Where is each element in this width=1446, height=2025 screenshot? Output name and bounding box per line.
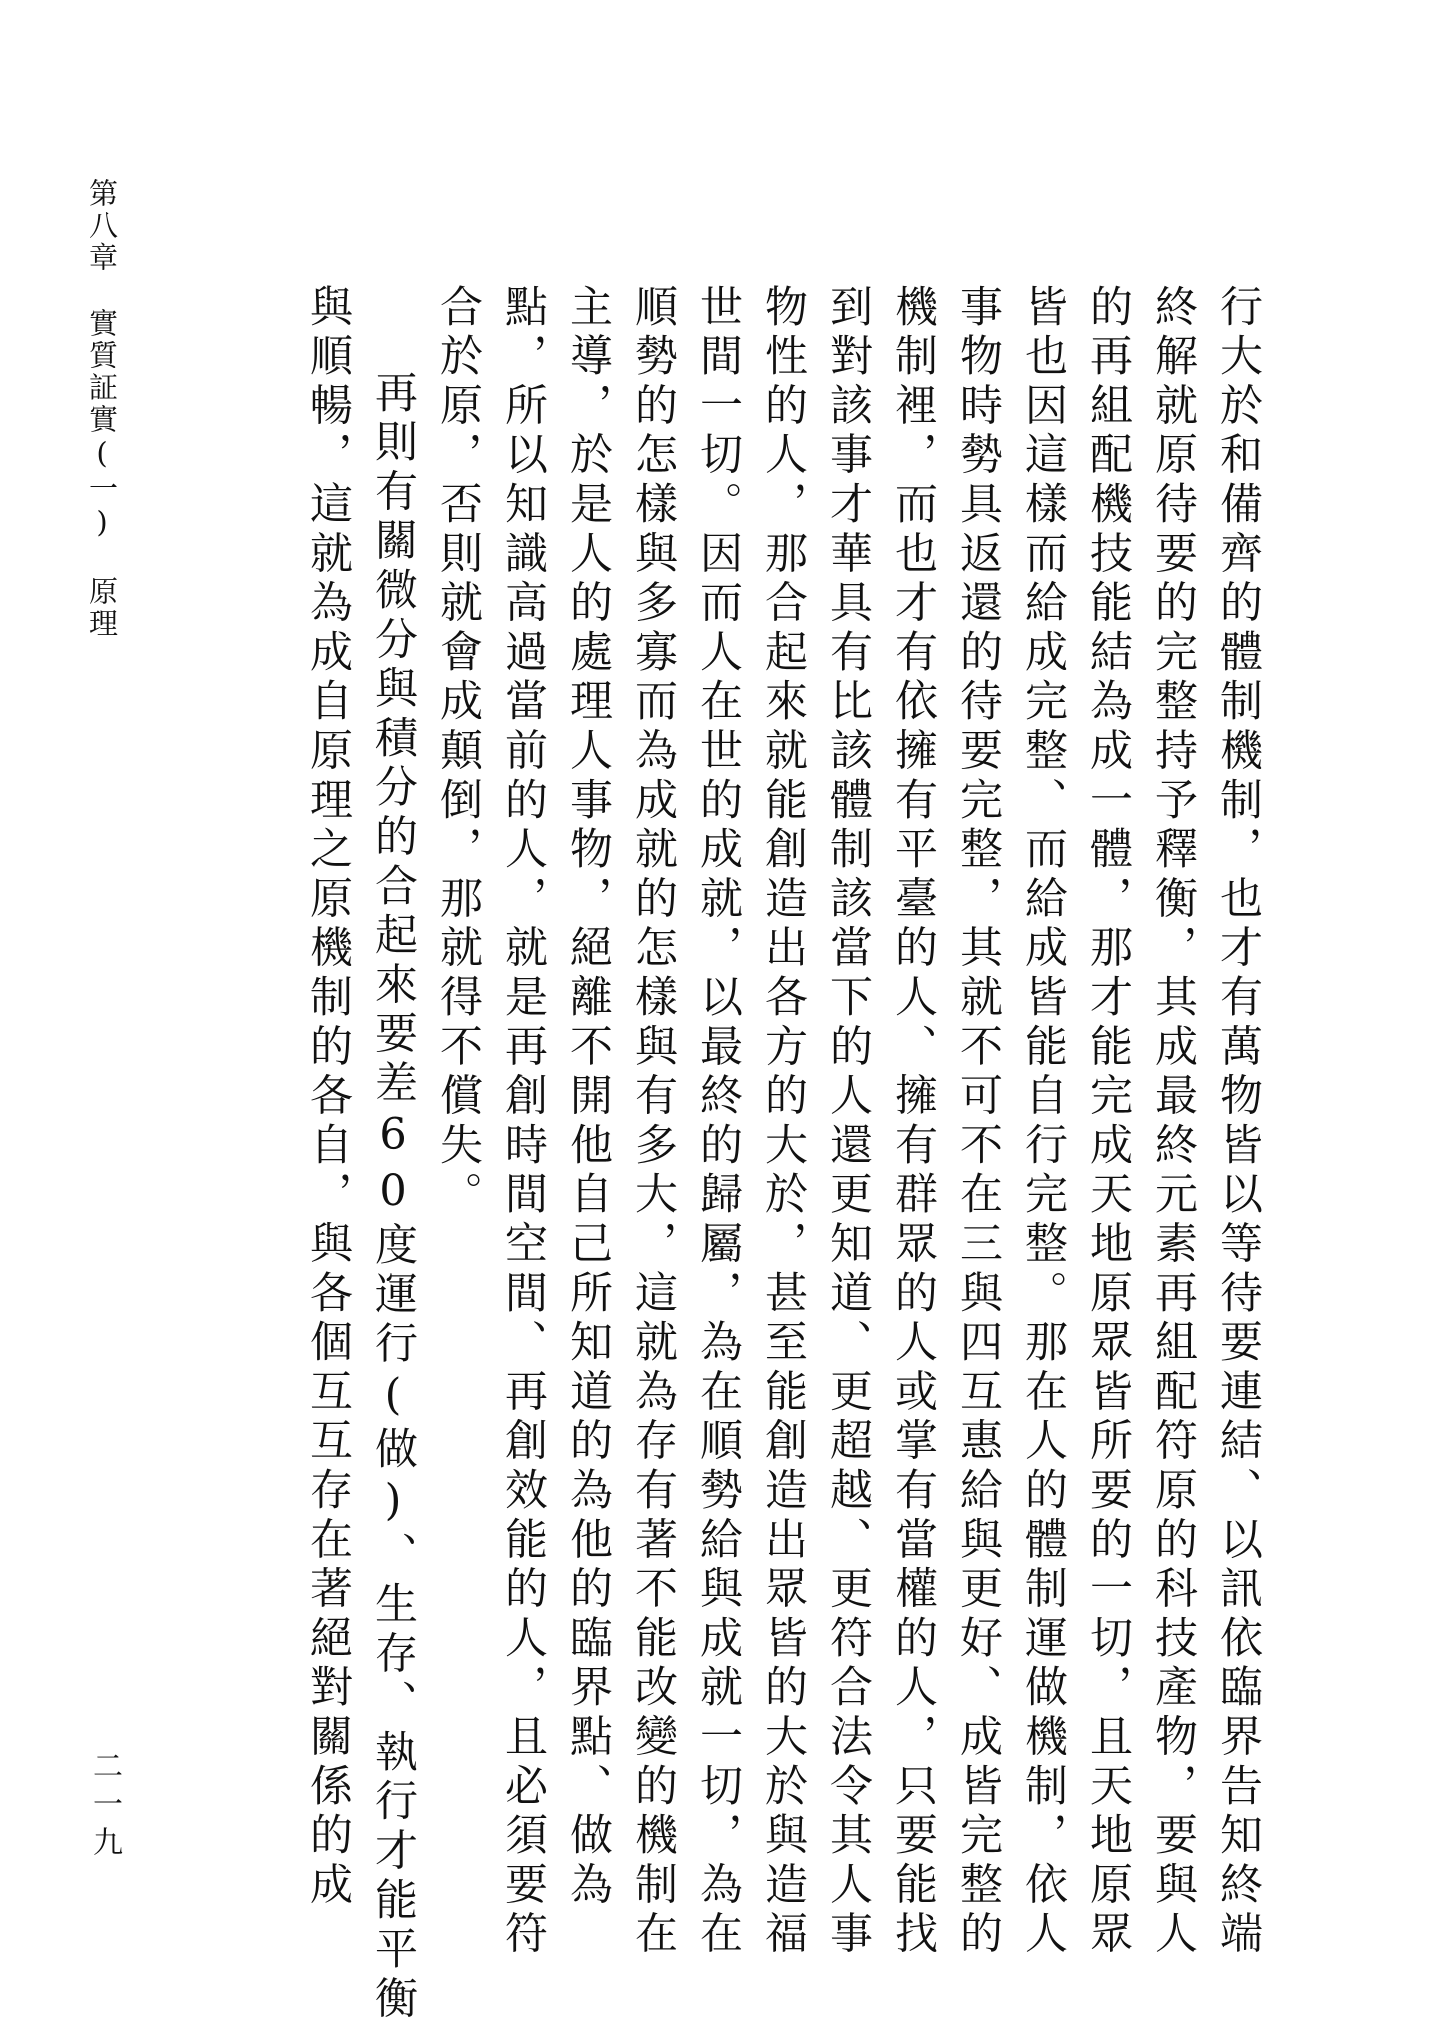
- text-line: 機制裡，而也才有依擁有平臺的人、擁有群眾的人或掌有當權的人，只要能找: [888, 284, 938, 1961]
- text-line: 再則有關微分與積分的合起來要差60度運行(做)、生存、執行才能平衡: [368, 370, 418, 2025]
- text-line: 皆也因這樣而給成完整、而給成皆能自行完整。那在人的體制運做機制，依人: [1018, 284, 1068, 1961]
- book-title: 實質証實(一): [85, 308, 119, 542]
- body-text: [185, 284, 1270, 2025]
- text-line: 世間一切。因而人在世的成就，以最終的歸屬，為在順勢給與成就一切，為在: [693, 284, 743, 1961]
- text-line: 點，所以知識高過當前的人，就是再創時間空間、再創效能的人，且必須要符: [498, 284, 548, 1961]
- text-line: 到對該事才華具有比該體制該當下的人還更知道、更超越、更符合法令其人事: [823, 284, 873, 1961]
- text-line: 主導，於是人的處理人事物，絕離不開他自己所知道的為他的臨界點、做為: [563, 284, 613, 1911]
- text-line: 行大於和備齊的體制機制，也才有萬物皆以等待要連結、以訊依臨界告知終端: [1213, 284, 1263, 1961]
- text-line: 與順暢，這就為成自原理之原機制的各自，與各個互互存在著絕對關係的成: [303, 284, 353, 1911]
- section-label: 原理: [85, 576, 119, 640]
- chapter-label: 第八章: [85, 178, 119, 274]
- paragraph: [425, 284, 1270, 1961]
- text-line: 事物時勢具返還的待要完整，其就不可不在三與四互惠給與更好、成皆完整的: [953, 284, 1003, 1961]
- text-line: 合於原，否則就會成顛倒，那就得不償失。: [433, 284, 483, 1221]
- text-line: 的再組配機技能結為成一體，那才能完成天地原眾皆所要的一切，且天地原眾: [1083, 284, 1133, 1961]
- paragraph: [295, 284, 425, 2025]
- text-line: 終解就原待要的完整持予釋衡，其成最終元素再組配符原的科技產物，要與人: [1148, 284, 1198, 1961]
- page-number: 二一九: [87, 1750, 122, 1864]
- text-line: 順勢的怎樣與多寡而為成就的怎樣與有多大，這就為存有著不能改變的機制在: [628, 284, 678, 1961]
- text-line: 物性的人，那合起來就能創造出各方的大於，甚至能創造出眾皆的大於與造福: [758, 284, 808, 1961]
- running-header: [82, 178, 123, 658]
